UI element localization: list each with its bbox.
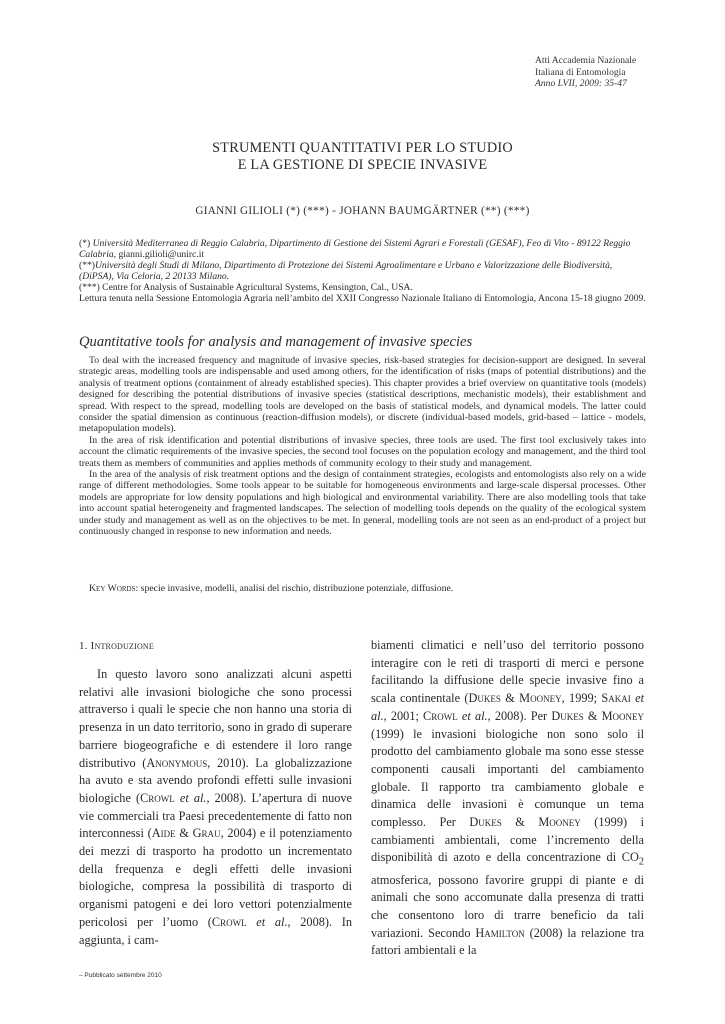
citation-author: Crowl — [423, 708, 458, 723]
affiliation-2-text: Università degli Studi di Milano, Dipartimento di Protezione dei Sistemi Agroalimentare e Urbano e Valorizzazione delle Biodiversità, (DiPSA), Via Celoria, 2 20133 Milano. — [79, 259, 613, 282]
citation-author: Aide & Grau — [151, 826, 221, 841]
text-run: , 2008). L’apertura di nuove vie commerciali tra Paesi precedentemente di fatto non interconnessi ( — [79, 790, 352, 841]
authors: GIANNI GILIOLI (*) (***) - JOHANN BAUMGÄRTNER (**) (***) — [195, 205, 530, 217]
text-run: (1999) le invasioni biologiche non sono solo il prodotto del cambiamento globale ma sono esse stesse componenti causali importanti del cambiamento globale. Il rapporto tra cambiamento globale e dinamica delle invasioni è comunque un tema complesso. Per — [371, 726, 644, 830]
keywords — [79, 583, 646, 594]
section-heading — [79, 640, 352, 652]
citation-author: Dukes & Mooney — [469, 815, 581, 830]
affiliation-1-mark: (*) — [79, 238, 91, 249]
citation-etal: et al. — [371, 691, 645, 723]
journal-header — [535, 55, 705, 90]
citation-etal: et al. — [246, 914, 288, 929]
paper-title-line1: STRUMENTI QUANTITATIVI PER LO STUDIO — [212, 140, 513, 156]
subscript: 2 — [638, 856, 644, 868]
citation-author: Hamilton — [475, 925, 525, 940]
text-run: , 2004) e il potenziamento dei mezzi di trasporto ha prodotto un incrementato della frequenza e degli effetti delle invasioni biologiche, compresa la possibilità di trasporto di organismi patogeni e dei loro vettori potenzialmente pericolosi per l’uomo ( — [79, 826, 352, 929]
abstract-paragraph-2: In the area of risk identification and potential distributions of invasive species, three tools are used. The first tool exclusively takes into account the climatic requirements of the invasive species, the second tool focuses on the population ecology and management, and the third tool treats them as members of communities and applies methods of community ecology to their study and management. — [79, 434, 646, 469]
citation-author: Sakai — [601, 691, 631, 706]
body-column-right — [371, 637, 644, 960]
text-run: biamenti climatici e nell’uso del territorio possono interagire con le reti di trasporti di merci e persone facilitando la diffusione delle specie invasive fino a scala continentale ( — [371, 638, 644, 706]
section-title: Introduzione — [90, 640, 154, 652]
paper-title-line2: E LA GESTIONE DI SPECIE INVASIVE — [237, 157, 488, 173]
affiliation-3: (***) Centre for Analysis of Sustainable Agricultural Systems, Kensington, Cal., USA. — [79, 281, 413, 293]
affiliation-2-mark: (**) — [79, 259, 95, 271]
text-run: In questo lavoro sono analizzati alcuni aspetti relativi alle invasioni biologiche che sono processi attraverso i quali le specie che non hanno una storia di presenza in un dato territorio, sono in grado di superare barriere biogeografiche e di estendere il loro range distributivo ( — [79, 667, 352, 770]
intro-paragraph-right — [371, 637, 644, 960]
lecture-note: Lettura tenuta nella Sessione Entomologia Agraria nell’ambito del XXII Congresso Nazionale Italiano di Entomologia, Ancona 15-18 giugno 2009. — [79, 292, 646, 304]
affiliation-2 — [79, 261, 649, 283]
keywords-label: Key Words — [89, 583, 136, 594]
text-run: (2008) la relazione tra fattori ambientali e la — [371, 925, 644, 958]
journal-issue: Anno LVII, 2009: 35-47 — [535, 78, 627, 89]
abstract-paragraph-1: To deal with the increased frequency and magnitude of invasive species, risk-based strategies for decision-support are designed. In several strategic areas, modelling tools are indispensable and used among others, for the identification of risks (maps of potential distributions) and the analysis of treatment options (containment of already established species). This chapter provides a brief overview on quantitative tools (models) designed for describing the potential distributions of invasive species (statistical descriptions, mechanistic models), their establishment and spread. With respect to the spread, modelling tools are developed on the basis of statistical models, and dynamical models. The latter could consider the spatial dimension as continuous (reaction-diffusion models), or discrete (individual-based models, grid-based – lattice - models, metapopulation models). — [79, 355, 646, 435]
intro-paragraph-left — [79, 666, 352, 949]
paper-title — [0, 140, 725, 174]
abstract-title: Quantitative tools for analysis and management of invasive species — [79, 334, 473, 350]
journal-name-line2: Italiana di Entomologia — [535, 66, 626, 78]
citation-etal: et al. — [457, 708, 488, 723]
citation-author: Anonymous — [146, 755, 208, 770]
text-run: , 2008). Per — [487, 708, 552, 723]
text-run: , 1999; — [561, 691, 602, 706]
body-column-left — [79, 640, 352, 949]
citation-author: Crowl — [211, 914, 247, 929]
journal-name-line1: Atti Accademia Nazionale — [535, 55, 637, 66]
abstract — [79, 355, 646, 538]
affiliations — [79, 239, 649, 304]
affiliation-1 — [79, 239, 649, 261]
abstract-paragraph-3: In the area of the analysis of risk treatment options and the design of containment strategies, ecologists and entomologists also rely on a wide range of different methodologies. Some tools appear to be suitable for homogeneous environments and large-scale dispersal processes. Other models are appropriate for low density populations and high biological and environmental variability. There are also modelling tools that take into account spatial heterogeneity and fragmented landscapes. The selection of modelling tools depends on the quality of the ecological system under study and management as well as on the objectives to be met. In general, modelling tools are not seen as an end-product of a project but continuously changed in response to new information and needs. — [79, 469, 646, 538]
affiliation-1-text: Università Mediterranea di Reggio Calabria, Dipartimento di Gestione dei Sistemi Agrari e Forestali (GESAF), Feo di Vito - 89122 Reggio Calabria, — [79, 238, 631, 260]
keywords-text: : specie invasive, modelli, analisi del rischio, distribuzione potenziale, diffusione. — [135, 583, 454, 594]
citation-author: Dukes & Mooney — [468, 691, 562, 706]
text-run: (1999) i cambiamenti ambientali, come l’incremento della disponibilità di azoto e della concentrazione di CO — [371, 815, 644, 865]
text-run: atmosferica, possono favorire gruppi di piante e di animali che sono accomunate dalla presenza di tratti che consentono loro di trarre beneficio da tali variazioni. Secondo — [371, 872, 644, 940]
citation-etal: et al. — [174, 790, 207, 805]
affiliation-1-email: gianni.gilioli@unirc.it — [116, 248, 205, 260]
citation-author: Dukes & Mooney — [551, 708, 645, 723]
citation-author: Crowl — [140, 790, 175, 805]
publication-footnote: – Pubblicato settembre 2010 — [79, 972, 162, 979]
text-run: , 2001; — [383, 708, 424, 723]
text-run: , 2008). In aggiunta, i cam- — [79, 914, 352, 947]
text-run: , 2010). La globalizzazione ha avuto e sta avendo profondi effetti sulle invasioni biologiche ( — [79, 755, 353, 805]
section-number: 1. — [79, 640, 91, 652]
